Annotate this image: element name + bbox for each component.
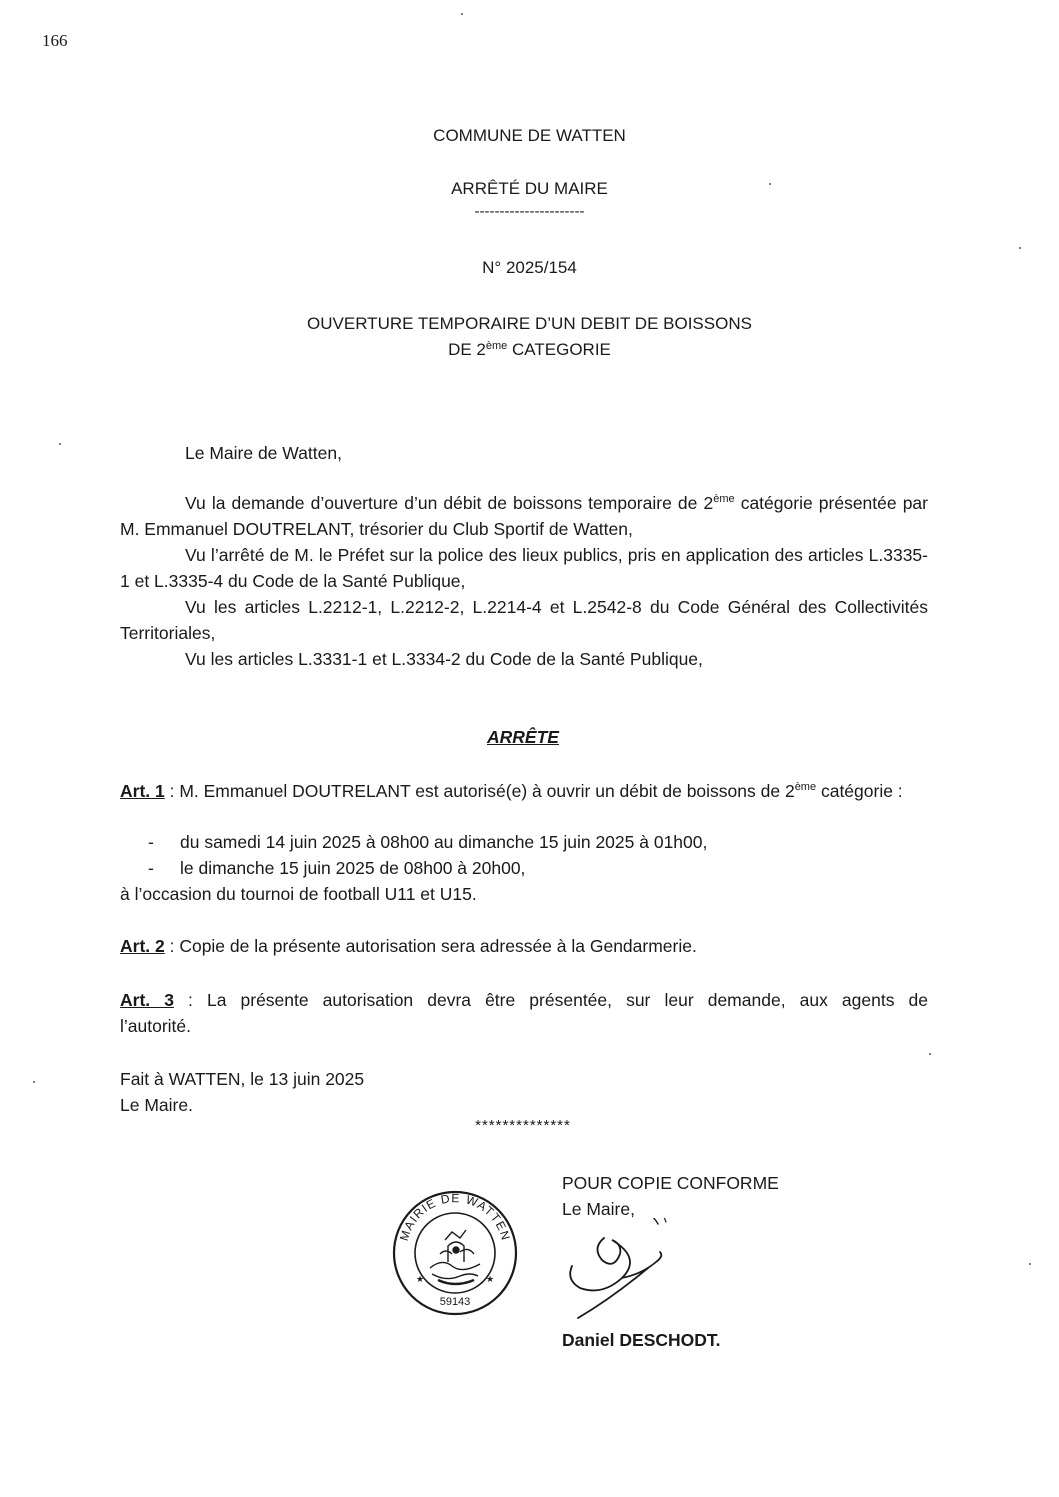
coat-of-arms-icon (430, 1230, 480, 1284)
document-title: ARRÊTÉ DU MAIRE (451, 179, 608, 198)
stamp-postcode: 59143 (439, 1296, 471, 1308)
copie-role: Le Maire, (562, 1199, 635, 1219)
subject-superscript: ème (485, 340, 508, 352)
article-1-sup: ème (794, 781, 817, 793)
star-left-icon: ★ (416, 1275, 425, 1285)
star-right-icon: ★ (486, 1275, 495, 1285)
article-3-label: Art. 3 (120, 990, 174, 1010)
title-separator: ---------------------- (474, 203, 585, 220)
article-2-label: Art. 2 (120, 936, 165, 956)
place-date: Fait à WATTEN, le 13 juin 2025 (120, 1069, 365, 1089)
considerant-2: Vu l’arrêté de M. le Préfet sur la police des lieux publics, pris en application des articles L.3335-1 et L.3335-4 du Code de la Santé Publique, (120, 545, 928, 591)
mairie-stamp (390, 1188, 520, 1318)
subject-line-2 (0, 337, 1059, 363)
copie-conforme-block (562, 1170, 779, 1222)
article-1-list (148, 829, 707, 881)
considerant-4: Vu les articles L.3331-1 et L.3334-2 du Code de la Santé Publique, (185, 649, 703, 669)
considerants (120, 490, 928, 672)
handwritten-signature (552, 1218, 702, 1328)
list-item-text: du samedi 14 juin 2025 à 08h00 au dimanche 15 juin 2025 à 01h00, (180, 832, 708, 852)
considerant-1 (120, 490, 928, 542)
subject-line-1: OUVERTURE TEMPORAIRE D’UN DEBIT DE BOISSONS (307, 314, 752, 333)
list-item-text: le dimanche 15 juin 2025 de 08h00 à 20h00, (180, 858, 526, 878)
article-1-occasion: à l’occasion du tournoi de football U11 et U15. (120, 884, 477, 904)
greeting: Le Maire de Watten, (185, 443, 342, 463)
signature-place-date (120, 1066, 364, 1118)
list-dash: - (148, 858, 154, 878)
arrete-number: N° 2025/154 (482, 258, 577, 277)
stamp-top-text: MAIRIE DE WATTEN (396, 1191, 514, 1243)
list-dash: - (148, 832, 154, 852)
article-3-text-1: : La présente autorisation devra être présentée, sur leur demande, aux agents de (173, 990, 928, 1010)
article-2 (120, 933, 928, 959)
page-number: 166 (42, 31, 68, 50)
signer-role: Le Maire. (120, 1095, 193, 1115)
arrete-subject (0, 311, 1059, 363)
article-1-text-post: catégorie : (816, 781, 903, 801)
arrete-heading: ARRÊTE (487, 727, 559, 747)
signatory-name: Daniel DESCHODT. (562, 1330, 721, 1350)
article-1-label: Art. 1 (120, 781, 165, 801)
list-item (148, 829, 707, 855)
subject-line-2-pre: DE 2 (448, 340, 486, 359)
stars-separator: ************** (475, 1117, 571, 1134)
article-2-text: : Copie de la présente autorisation sera adressée à la Gendarmerie. (164, 936, 697, 956)
considerant-1-sup: ème (713, 493, 735, 505)
article-3-line-1 (120, 987, 928, 1013)
article-1-text-pre: : M. Emmanuel DOUTRELANT est autorisé(e) à ouvrir un débit de boissons de 2 (164, 781, 795, 801)
list-item (148, 855, 707, 881)
commune-heading: COMMUNE DE WATTEN (433, 126, 626, 145)
considerant-1-pre: Vu la demande d’ouverture d’un débit de boissons temporaire de 2 (185, 493, 714, 513)
article-3 (120, 987, 928, 1039)
subject-line-2-post: CATEGORIE (507, 340, 611, 359)
article-3-line-2: l’autorité. (120, 1016, 192, 1036)
considerant-1-post: catégorie présentée par M. Emmanuel DOUTRELANT, trésorier du Club Sportif de Watten, (120, 493, 928, 539)
article-1 (120, 778, 928, 804)
copie-conforme: POUR COPIE CONFORME (562, 1173, 779, 1193)
considerant-3: Vu les articles L.2212-1, L.2212-2, L.2214-4 et L.2542-8 du Code Général des Collectivités Territoriales, (120, 597, 928, 643)
